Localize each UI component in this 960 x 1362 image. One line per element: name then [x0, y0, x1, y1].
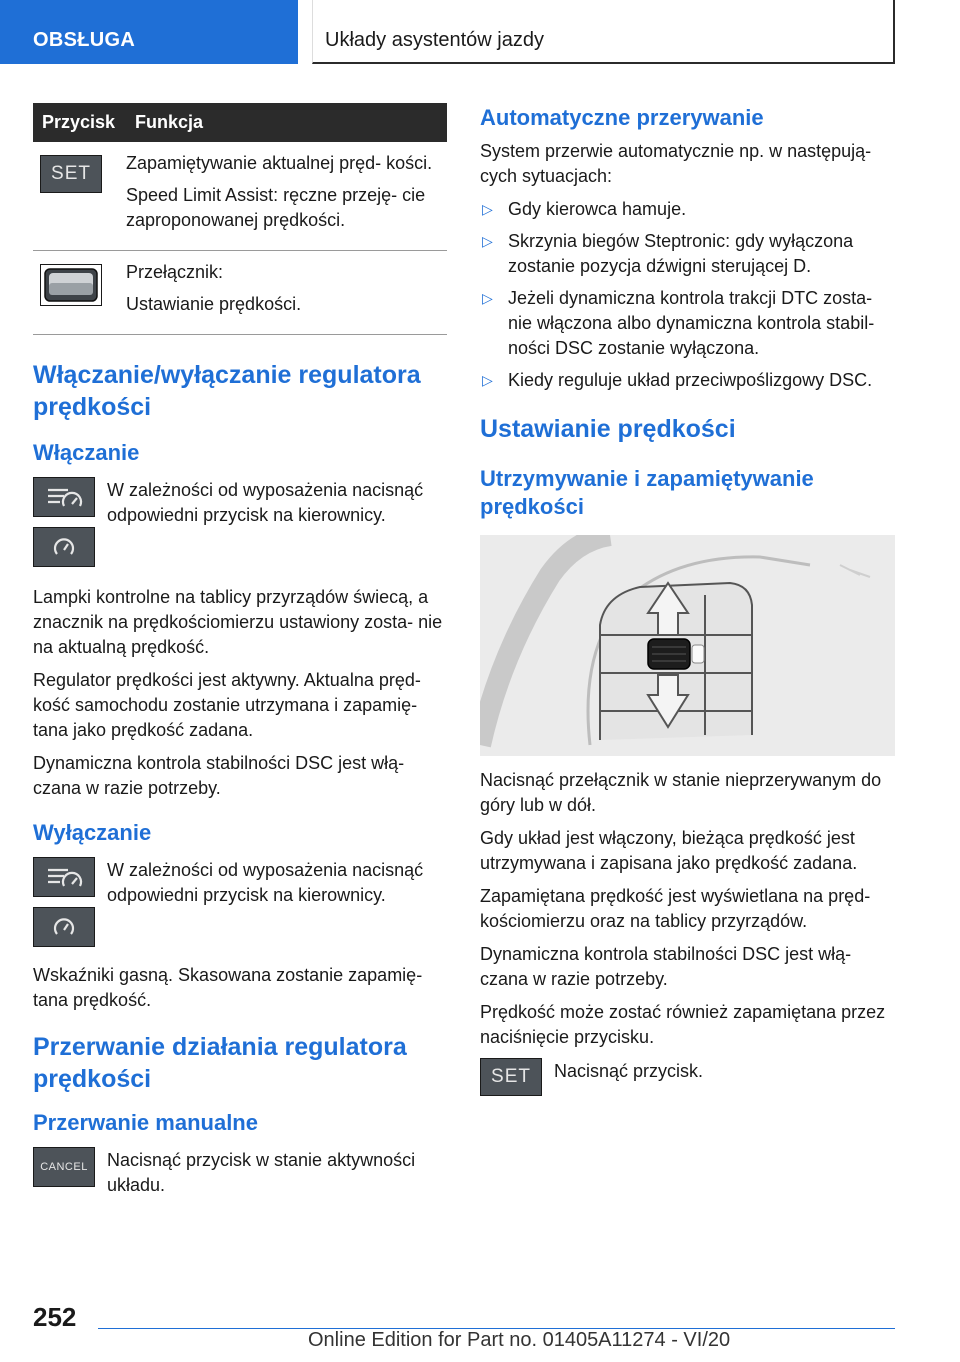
table-cell-text: Zapamiętywanie aktualnej pręd- kości.	[126, 153, 433, 173]
cruise-control-icon	[33, 857, 95, 897]
table-header-button: Przycisk	[33, 103, 126, 142]
table-row	[33, 251, 447, 335]
rocker-switch-icon	[40, 264, 102, 306]
paragraph: Lampki kontrolne na tablicy przyrządów świecą, a znacznik na prędkościomierzu ustawiony zosta- nie na aktualną prędkość.	[33, 587, 443, 657]
set-instruction: Nacisnąć przycisk.	[554, 1061, 704, 1081]
triangle-bullet-icon: ▷	[482, 290, 493, 306]
on-instruction: W zależności od wyposażenia nacisnąć odpowiedni przycisk na kierownicy.	[107, 480, 424, 525]
off-icon-row	[33, 857, 447, 957]
button-function-table	[33, 103, 447, 335]
steering-wheel-switch-illustration	[480, 535, 895, 756]
right-column	[480, 103, 895, 1106]
paragraph: Gdy układ jest włączony, bieżąca prędkość jest utrzymywana i zapisana jako prędkość zadana.	[480, 828, 858, 873]
manual-instruction: Nacisnąć przycisk w stanie aktywności układu.	[107, 1150, 416, 1195]
cancel-key-icon: CANCEL	[33, 1147, 95, 1187]
paragraph: System przerwie automatycznie np. w następują- cych sytuacjach:	[480, 141, 872, 186]
paragraph: Nacisnąć przełącznik w stanie nieprzerywanym do góry lub w dół.	[480, 770, 882, 815]
table-header-function: Funkcja	[126, 103, 447, 142]
list-item: ▷ Kiedy reguluje układ przeciwpoślizgowy DSC.	[480, 368, 895, 393]
speedometer-icon	[33, 527, 95, 567]
triangle-bullet-icon: ▷	[482, 201, 493, 217]
triangle-bullet-icon: ▷	[482, 233, 493, 249]
paragraph: Regulator prędkości jest aktywny. Aktualna pręd- kość samochodu zostanie utrzymana i zapamię- tana jako prędkość zadana.	[33, 670, 421, 740]
off-instruction: W zależności od wyposażenia nacisnąć odpowiedni przycisk na kierownicy.	[107, 860, 424, 905]
table-cell-text: Przełącznik:	[126, 262, 224, 282]
heading-on-off: Włączanie/wyłączanie regulatora prędkości	[33, 361, 421, 421]
header-section-tab	[0, 0, 298, 64]
page-number: 252	[33, 1302, 77, 1332]
paragraph: Zapamiętana prędkość jest wyświetlana na pręd- kościomierzu oraz na tablicy przyrządów.	[480, 886, 871, 931]
cruise-control-icon	[33, 477, 95, 517]
on-icon-row	[33, 477, 447, 577]
header-section-label: OBSŁUGA	[33, 29, 136, 51]
table-cell-text: Ustawianie prędkości.	[126, 294, 302, 314]
table-cell-text: Speed Limit Assist: ręczne przeję- cie zaproponowanej prędkości.	[126, 185, 426, 230]
list-item: ▷ Gdy kierowca hamuje.	[480, 197, 895, 222]
heading-manual: Przerwanie manualne	[33, 1110, 258, 1135]
triangle-bullet-icon: ▷	[482, 372, 493, 388]
table-row	[33, 142, 447, 251]
heading-interrupt: Przerwanie działania regulatora prędkości	[33, 1033, 407, 1093]
speedometer-icon	[33, 907, 95, 947]
footer-edition: Online Edition for Part no. 01405A11274 - VI/20	[308, 1329, 731, 1351]
paragraph: Wskaźniki gasną. Skasowana zostanie zapamię- tana prędkość.	[33, 965, 423, 1010]
auto-interrupt-list	[480, 197, 895, 393]
set-key-icon: SET	[480, 1058, 542, 1096]
heading-auto: Automatyczne przerywanie	[480, 105, 764, 130]
heading-set-speed: Ustawianie prędkości	[480, 415, 736, 443]
heading-keep-speed: Utrzymywanie i zapamiętywanie prędkości	[480, 466, 814, 519]
set-icon-row	[480, 1058, 895, 1106]
paragraph: Prędkość może zostać również zapamiętana przez naciśnięcie przycisku.	[480, 1002, 886, 1047]
header-chapter-label: Układy asystentów jazdy	[325, 29, 544, 51]
list-item: ▷ Skrzynia biegów Steptronic: gdy wyłączona zostanie pozycja dźwigni sterującej D.	[482, 231, 854, 276]
header-chapter-box	[312, 0, 895, 64]
set-key-icon: SET	[40, 155, 102, 193]
left-column	[33, 103, 447, 1198]
manual-icon-row	[33, 1147, 447, 1198]
paragraph: Dynamiczna kontrola stabilności DSC jest włą- czana w razie potrzeby.	[480, 944, 852, 989]
heading-off: Wyłączanie	[33, 820, 152, 845]
list-item: ▷ Jeżeli dynamiczna kontrola trakcji DTC zosta- nie włączona albo dynamiczna kontrola stabil- ności DSC zostanie wyłączona.	[482, 288, 875, 358]
paragraph: Dynamiczna kontrola stabilności DSC jest włą- czana w razie potrzeby.	[33, 753, 405, 798]
heading-on: Włączanie	[33, 440, 140, 465]
